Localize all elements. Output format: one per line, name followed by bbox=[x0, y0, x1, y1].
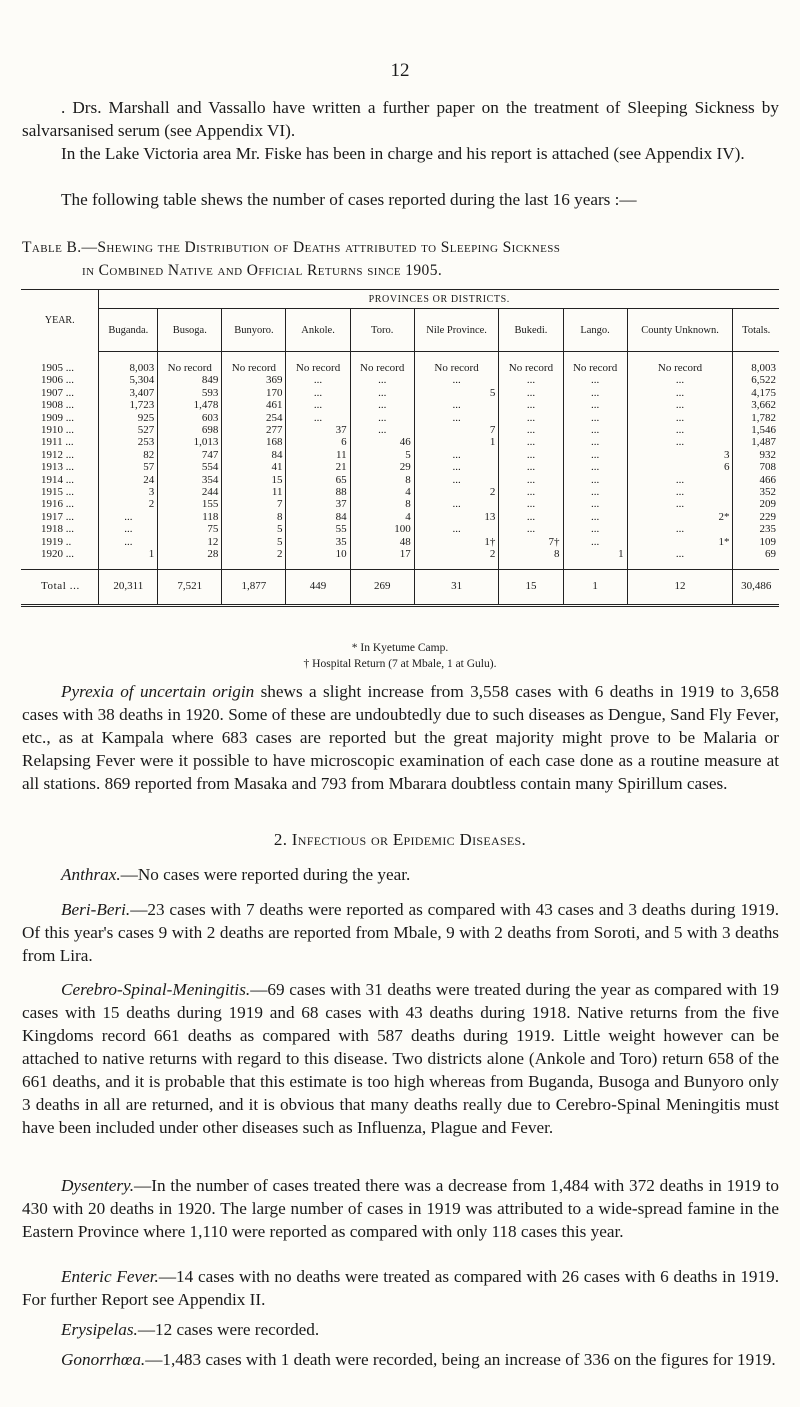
table-cell: 8,003 bbox=[99, 352, 158, 375]
disease-text: —14 cases with no deaths were treated as compared with 26 cases with 6 deaths in 1919. For further Report see Appendix II. bbox=[22, 1267, 779, 1309]
table-cell: ... bbox=[627, 548, 733, 569]
table-cell: 1 bbox=[563, 548, 627, 569]
total-cell: 30,486 bbox=[733, 569, 779, 605]
table-row bbox=[21, 449, 779, 461]
table-cell: ... bbox=[99, 523, 158, 535]
table-cell: 229 bbox=[759, 510, 776, 523]
disease-dysentery bbox=[22, 1174, 779, 1243]
col-header-ankole: Ankole. bbox=[286, 309, 350, 352]
year-cell: 1920 ... bbox=[21, 548, 99, 569]
table-cell: 354 bbox=[158, 474, 222, 486]
disease-title: Anthrax. bbox=[61, 865, 121, 884]
table-cell: 527 bbox=[99, 424, 158, 436]
table-cell: 235 bbox=[759, 523, 776, 536]
col-header-bunyoro: Bunyoro. bbox=[222, 309, 286, 352]
table-cell: ... bbox=[627, 399, 733, 411]
year-cell: 1907 ... bbox=[21, 387, 99, 399]
intro-paragraph-3: The following table shews the number of cases reported during the last 16 years :— bbox=[61, 190, 637, 209]
table-cell: ... bbox=[99, 536, 158, 548]
year-cell: 1905 ... bbox=[21, 352, 99, 375]
table-cell: 3 bbox=[99, 486, 158, 498]
disease-title: Beri-Beri. bbox=[61, 900, 131, 919]
table-cell: ... bbox=[563, 387, 627, 399]
table-cell: 13 bbox=[414, 511, 499, 523]
col-header-nile-province: Nile Province. bbox=[414, 309, 499, 352]
table-cell: 2* bbox=[627, 511, 733, 523]
disease-text: —No cases were reported during the year. bbox=[120, 865, 411, 884]
table-cell: 698 bbox=[158, 424, 222, 436]
table-row bbox=[21, 486, 779, 498]
table-cell: 15 bbox=[222, 474, 286, 486]
table-cell: ... bbox=[499, 523, 563, 535]
col-header-bukedi: Bukedi. bbox=[499, 309, 563, 352]
table-cell: 369 bbox=[222, 374, 286, 386]
footnote-kyetume: * In Kyetume Camp. bbox=[351, 642, 449, 654]
table-cell: 244 bbox=[158, 486, 222, 498]
table-cell: 6 bbox=[627, 461, 733, 473]
year-cell: 1909 ... bbox=[21, 412, 99, 424]
table-cell: 168 bbox=[222, 436, 286, 448]
table-cell: 69 bbox=[765, 548, 776, 561]
table-cell: 3,662 bbox=[751, 399, 776, 412]
table-cell: 1 bbox=[414, 436, 499, 448]
section-heading: 2. Infectious or Epidemic Diseases. bbox=[273, 830, 527, 849]
table-row bbox=[21, 412, 779, 424]
table-cell: ... bbox=[499, 498, 563, 510]
pyrexia-paragraph bbox=[22, 680, 779, 795]
table-cell: 5 bbox=[222, 523, 286, 535]
disease-cerebro-spinal-meningitis bbox=[22, 978, 779, 1139]
total-cell: 1,877 bbox=[222, 569, 286, 605]
table-cell: 7 bbox=[222, 498, 286, 510]
table-cell: ... bbox=[563, 374, 627, 386]
table-cell: ... bbox=[627, 498, 733, 510]
table-cell: 6 bbox=[286, 436, 350, 448]
table-cell: ... bbox=[627, 374, 733, 386]
table-cell: 277 bbox=[222, 424, 286, 436]
table-cell: 253 bbox=[99, 436, 158, 448]
table-cell: 7 bbox=[414, 424, 499, 436]
disease-text: —23 cases with 7 deaths were reported as compared with 43 cases and 3 deaths during 1919. Of this year's cases 9 with 2 deaths are reported from Mbale, 9 with 2 deaths from Soroti, and 5 with 3 deaths from Lira. bbox=[22, 900, 779, 965]
disease-title: Enteric Fever. bbox=[61, 1267, 159, 1286]
disease-text: —In the number of cases treated there was a decrease from 1,484 with 372 deaths in 1919 to 430 with 20 deaths in 1920. The large number of cases in 1919 was attributed to a wide-spread famine in the Eastern Province where 1,110 were reported as compared with only 118 cases this year. bbox=[22, 1176, 779, 1241]
disease-beri-beri bbox=[22, 898, 779, 967]
table-cell: ... bbox=[627, 424, 733, 436]
table-cell: 3 bbox=[627, 449, 733, 461]
table-cell: ... bbox=[350, 374, 414, 386]
table-cell: 708 bbox=[759, 461, 776, 474]
table-row bbox=[21, 511, 779, 523]
table-cell: 88 bbox=[286, 486, 350, 498]
table-cell: 4,175 bbox=[751, 386, 776, 399]
table-title-line-1: Table B.—Shewing the Distribution of Deaths attributed to Sleeping Sickness bbox=[22, 239, 561, 256]
table-cell: 35 bbox=[286, 536, 350, 548]
table-cell: 100 bbox=[350, 523, 414, 535]
table-row bbox=[21, 399, 779, 411]
total-cell: 1 bbox=[563, 569, 627, 605]
table-cell: ... bbox=[563, 449, 627, 461]
table-cell: 29 bbox=[350, 461, 414, 473]
table-cell: 48 bbox=[350, 536, 414, 548]
page-number: 12 bbox=[390, 60, 410, 81]
total-row bbox=[21, 569, 779, 605]
table-cell: 8 bbox=[222, 511, 286, 523]
year-cell: 1917 ... bbox=[21, 511, 99, 523]
table-cell: 118 bbox=[158, 511, 222, 523]
intro-paragraph-1: . Drs. Marshall and Vassallo have written a further paper on the treatment of Sleeping Sickness by salvarsanised serum (see Appendix VI). bbox=[22, 98, 779, 140]
table-cell: 12 bbox=[158, 536, 222, 548]
table-cell: 932 bbox=[759, 448, 776, 461]
year-cell: 1906 ... bbox=[21, 374, 99, 386]
table-cell: 2 bbox=[99, 498, 158, 510]
disease-title: Cerebro-Spinal-Meningitis. bbox=[61, 980, 251, 999]
table-cell: 3,407 bbox=[99, 387, 158, 399]
table-cell: 21 bbox=[286, 461, 350, 473]
table-cell: 1,487 bbox=[751, 436, 776, 449]
table-cell: 57 bbox=[99, 461, 158, 473]
table-cell: 5 bbox=[414, 387, 499, 399]
table-cell: ... bbox=[350, 387, 414, 399]
year-cell: 1915 ... bbox=[21, 486, 99, 498]
disease-text: —69 cases with 31 deaths were treated during the year as compared with 19 cases with 15 deaths during 1919 and 68 cases with 43 deaths during 1918. Native returns from the five Kingdoms record 661 deaths as compared with 587 deaths during 1919. Little weight however can be attached to native returns with regard to this disease. Two districts alone (Ankole and Toro) return 658 of the 661 deaths, and it is probable that this estimate is too high whereas from Buganda, Busoga and Bunyoro only 3 deaths in all are returned, and it is obvious that many deaths really due to Cerebro-Spinal Meningitis must have been included under other diseases such as Influenza, Plague and Fever. bbox=[22, 980, 779, 1137]
table-cell: ... bbox=[563, 424, 627, 436]
table-cell: 8 bbox=[499, 548, 563, 569]
footnote-hospital-return: † Hospital Return (7 at Mbale, 1 at Gulu). bbox=[303, 658, 497, 670]
table-cell: 8,003 bbox=[751, 362, 776, 374]
table-body bbox=[21, 352, 779, 606]
table-cell: No record bbox=[158, 352, 222, 375]
table-cell: 1,478 bbox=[158, 399, 222, 411]
disease-anthrax bbox=[22, 863, 779, 886]
table-cell: 1† bbox=[414, 536, 499, 548]
year-cell: 1914 ... bbox=[21, 474, 99, 486]
total-cell: 20,311 bbox=[99, 569, 158, 605]
year-cell: 1912 ... bbox=[21, 449, 99, 461]
total-cell: 7,521 bbox=[158, 569, 222, 605]
table-cell: 11 bbox=[222, 486, 286, 498]
table-cell: 5 bbox=[350, 449, 414, 461]
table-cell: 2 bbox=[222, 548, 286, 569]
col-header-lango: Lango. bbox=[563, 309, 627, 352]
table-cell: 37 bbox=[286, 498, 350, 510]
intro-paragraph-2: In the Lake Victoria area Mr. Fiske has been in charge and his report is attached (see Appendix IV). bbox=[61, 144, 745, 163]
table-cell: ... bbox=[499, 461, 563, 473]
table-row bbox=[21, 424, 779, 436]
year-cell: 1913 ... bbox=[21, 461, 99, 473]
disease-enteric-fever bbox=[22, 1265, 779, 1311]
table-cell: No record bbox=[563, 352, 627, 375]
table-cell: ... bbox=[563, 536, 627, 548]
table-cell: 1* bbox=[627, 536, 733, 548]
disease-title: Dysentery. bbox=[61, 1176, 135, 1195]
table-cell: 109 bbox=[759, 535, 776, 548]
table-cell: 7† bbox=[499, 536, 563, 548]
table-cell: ... bbox=[499, 424, 563, 436]
table-cell: 8 bbox=[350, 498, 414, 510]
table-cell: 4 bbox=[350, 486, 414, 498]
table-cell: 55 bbox=[286, 523, 350, 535]
table-cell: 1,782 bbox=[751, 411, 776, 424]
table-cell: 37 bbox=[286, 424, 350, 436]
table-cell: ... bbox=[414, 374, 499, 386]
table-cell: No record bbox=[414, 352, 499, 375]
table-cell: 17 bbox=[350, 548, 414, 569]
table-cell: 46 bbox=[350, 436, 414, 448]
table-cell: ... bbox=[414, 449, 499, 461]
table-cell: ... bbox=[499, 449, 563, 461]
table-cell: ... bbox=[286, 412, 350, 424]
table-cell: 84 bbox=[222, 449, 286, 461]
table-cell: ... bbox=[499, 399, 563, 411]
table-cell: ... bbox=[414, 498, 499, 510]
table-cell: ... bbox=[563, 474, 627, 486]
table-cell: 925 bbox=[99, 412, 158, 424]
year-cell: 1911 ... bbox=[21, 436, 99, 448]
year-cell: 1919 .. bbox=[21, 536, 99, 548]
table-cell: 10 bbox=[286, 548, 350, 569]
table-cell: ... bbox=[627, 412, 733, 424]
table-cell: 209 bbox=[759, 498, 776, 511]
year-cell: 1910 ... bbox=[21, 424, 99, 436]
table-cell: ... bbox=[414, 399, 499, 411]
table-cell: ... bbox=[414, 412, 499, 424]
table-row bbox=[21, 536, 779, 548]
table-cell: 6,522 bbox=[751, 374, 776, 387]
total-label: Total ... bbox=[21, 569, 99, 605]
col-header-busoga: Busoga. bbox=[158, 309, 222, 352]
table-cell: ... bbox=[563, 461, 627, 473]
table-cell: 603 bbox=[158, 412, 222, 424]
table-cell: ... bbox=[350, 399, 414, 411]
table-cell: ... bbox=[286, 399, 350, 411]
table-row bbox=[21, 498, 779, 510]
table-cell: 1 bbox=[99, 548, 158, 569]
table-cell: 254 bbox=[222, 412, 286, 424]
total-cell: 15 bbox=[499, 569, 563, 605]
table-row bbox=[21, 523, 779, 535]
table-cell: 24 bbox=[99, 474, 158, 486]
table-row bbox=[21, 374, 779, 386]
table-cell: 747 bbox=[158, 449, 222, 461]
table-cell: 461 bbox=[222, 399, 286, 411]
table-cell: 155 bbox=[158, 498, 222, 510]
disease-title: Erysipelas. bbox=[61, 1320, 138, 1339]
table-cell: 82 bbox=[99, 449, 158, 461]
table-cell: ... bbox=[563, 412, 627, 424]
col-header-totals: Totals. bbox=[733, 309, 779, 352]
table-cell: ... bbox=[499, 412, 563, 424]
table-cell: No record bbox=[222, 352, 286, 375]
sleeping-sickness-deaths-table bbox=[21, 289, 779, 607]
table-cell: 84 bbox=[286, 511, 350, 523]
table-cell: 65 bbox=[286, 474, 350, 486]
table-cell: 593 bbox=[158, 387, 222, 399]
provinces-header: PROVINCES OR DISTRICTS. bbox=[99, 290, 779, 309]
year-header: YEAR. bbox=[21, 290, 99, 352]
table-cell: No record bbox=[286, 352, 350, 375]
year-cell: 1916 ... bbox=[21, 498, 99, 510]
table-cell: 170 bbox=[222, 387, 286, 399]
table-cell: ... bbox=[499, 436, 563, 448]
pyrexia-text: shews a slight increase from 3,558 cases with 6 deaths in 1919 to 3,658 cases with 38 deaths in 1920. Some of these are undoubtedly due to such diseases as Dengue, Sand Fly Fever, etc., as at Kampala where 683 cases are reported but the great majority might prove to be Malaria or Relapsing Fever were it possible to have microscopic examination of each case done as a routine measure at all stations. 869 reported from Masaka and 793 from Mbarara doubtless contain many Spirillum cases. bbox=[22, 682, 779, 793]
table-cell: ... bbox=[563, 498, 627, 510]
table-cell: 554 bbox=[158, 461, 222, 473]
col-header-county-unknown: County Unknown. bbox=[627, 309, 733, 352]
table-row bbox=[21, 461, 779, 473]
disease-erysipelas bbox=[22, 1318, 779, 1341]
table-cell: ... bbox=[627, 436, 733, 448]
table-cell: 2 bbox=[414, 548, 499, 569]
total-cell: 269 bbox=[350, 569, 414, 605]
table-cell: ... bbox=[286, 387, 350, 399]
table-row bbox=[21, 474, 779, 486]
table-cell: ... bbox=[499, 387, 563, 399]
table-title-line-2: in Combined Native and Official Returns since 1905. bbox=[82, 262, 443, 279]
table-cell: 5 bbox=[222, 536, 286, 548]
table-cell: ... bbox=[627, 474, 733, 486]
table-cell: ... bbox=[499, 486, 563, 498]
table-cell: ... bbox=[627, 486, 733, 498]
col-header-buganda: Buganda. bbox=[99, 309, 158, 352]
disease-gonorrhoea bbox=[22, 1348, 779, 1371]
table-cell: ... bbox=[499, 374, 563, 386]
table-cell: ... bbox=[499, 511, 563, 523]
table-cell: ... bbox=[627, 523, 733, 535]
table-cell: ... bbox=[414, 523, 499, 535]
table-cell: 1,723 bbox=[99, 399, 158, 411]
total-cell: 12 bbox=[627, 569, 733, 605]
disease-text: —1,483 cases with 1 death were recorded, being an increase of 336 on the figures for 1919. bbox=[145, 1350, 776, 1369]
disease-text: —12 cases were recorded. bbox=[137, 1320, 320, 1339]
table-cell: 2 bbox=[414, 486, 499, 498]
table-cell: ... bbox=[499, 474, 563, 486]
table-cell: ... bbox=[563, 486, 627, 498]
year-cell: 1918 ... bbox=[21, 523, 99, 535]
table-cell: 5,304 bbox=[99, 374, 158, 386]
table-cell: No record bbox=[499, 352, 563, 375]
col-header-toro: Toro. bbox=[350, 309, 414, 352]
table-row bbox=[21, 352, 779, 375]
table-cell: 1,013 bbox=[158, 436, 222, 448]
table-row bbox=[21, 387, 779, 399]
table-cell: ... bbox=[563, 399, 627, 411]
year-cell: 1908 ... bbox=[21, 399, 99, 411]
table-title bbox=[22, 236, 779, 282]
table-cell: No record bbox=[350, 352, 414, 375]
table-cell: ... bbox=[627, 387, 733, 399]
table-cell: 28 bbox=[158, 548, 222, 569]
table-row bbox=[21, 548, 779, 569]
total-cell: 31 bbox=[414, 569, 499, 605]
table-row bbox=[21, 436, 779, 448]
table-cell: No record bbox=[627, 352, 733, 375]
table-cell: ... bbox=[286, 374, 350, 386]
table-cell: ... bbox=[350, 424, 414, 436]
table-cell: ... bbox=[350, 412, 414, 424]
table-cell: 1,546 bbox=[751, 424, 776, 437]
table-cell: 41 bbox=[222, 461, 286, 473]
table-cell: 4 bbox=[350, 511, 414, 523]
table-cell: ... bbox=[99, 511, 158, 523]
table-cell: ... bbox=[563, 511, 627, 523]
table-cell: 8 bbox=[350, 474, 414, 486]
total-cell: 449 bbox=[286, 569, 350, 605]
pyrexia-title: Pyrexia of uncertain origin bbox=[61, 682, 255, 701]
table-cell: 849 bbox=[158, 374, 222, 386]
table-cell: ... bbox=[414, 474, 499, 486]
table-cell: 466 bbox=[759, 473, 776, 486]
table-cell: 75 bbox=[158, 523, 222, 535]
table-cell: ... bbox=[563, 523, 627, 535]
disease-title: Gonorrhœa. bbox=[61, 1350, 146, 1369]
table-cell: 11 bbox=[286, 449, 350, 461]
table-cell: 352 bbox=[759, 486, 776, 499]
table-cell: ... bbox=[563, 436, 627, 448]
table-cell: ... bbox=[414, 461, 499, 473]
